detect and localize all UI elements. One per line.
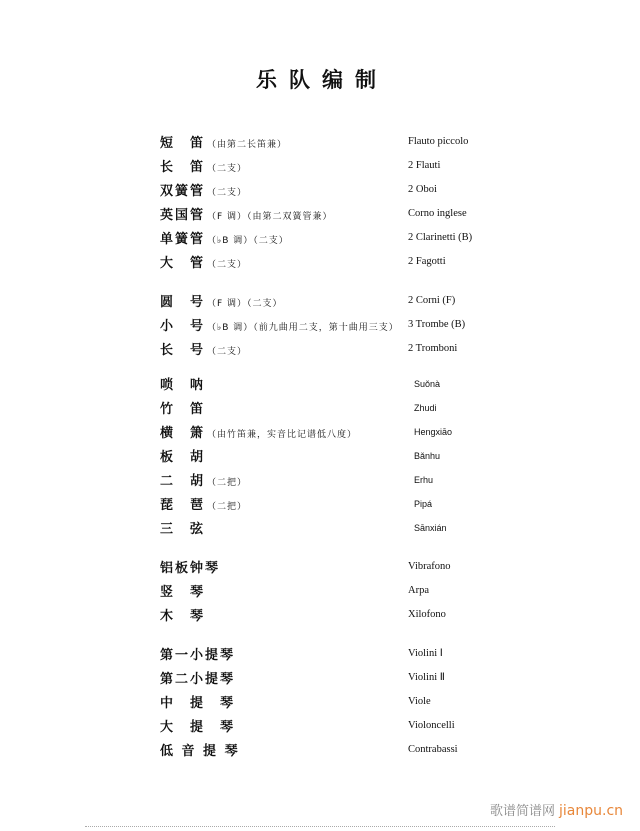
instrument-row xyxy=(160,396,500,420)
instrument-note: （二支） xyxy=(207,164,248,174)
instrument-name-cn: 小 号 xyxy=(160,319,206,334)
instrument-name-cn: 英国管 xyxy=(160,208,206,223)
instrument-name-latin: Contrabassi xyxy=(408,744,458,755)
scan-edge-line xyxy=(85,826,555,827)
instrument-note: （二支） xyxy=(207,188,248,198)
instrument-name-latin: Pipá xyxy=(414,499,433,509)
instrument-row xyxy=(160,738,500,762)
instrument-name-latin: Zhudi xyxy=(414,403,437,413)
instrument-name-latin: 2 Corni (F) xyxy=(408,295,456,306)
instrument-row xyxy=(160,690,500,714)
instrument-row xyxy=(160,666,500,690)
page-title: 乐队编制 xyxy=(256,68,388,92)
instrument-name-latin: Xilofono xyxy=(408,609,446,620)
instrument-section xyxy=(160,555,500,627)
instrument-name-latin: 2 Flauti xyxy=(408,160,441,171)
instrument-name-cn: 圆 号 xyxy=(160,295,206,310)
watermark-site: jianpu.cn xyxy=(559,803,624,819)
instrument-name-cn: 中 提 琴 xyxy=(160,696,236,711)
instrument-name-cn: 单簧管 xyxy=(160,232,206,247)
instrument-row xyxy=(160,714,500,738)
instrument-row xyxy=(160,313,500,337)
instrument-name-latin: Violini Ⅱ xyxy=(408,672,445,683)
instrument-row xyxy=(160,372,500,396)
instrument-name-latin: 2 Oboi xyxy=(408,184,437,195)
instrument-note: （F 调）（由第二双簧管兼） xyxy=(207,212,333,222)
instrument-row xyxy=(160,226,500,250)
instrument-list xyxy=(160,130,500,777)
instrument-name-cn: 横 箫 xyxy=(160,426,206,441)
instrument-note: （二把） xyxy=(207,478,248,488)
instrument-row xyxy=(160,202,500,226)
instrument-name-latin: Sānxián xyxy=(414,523,447,533)
instrument-row xyxy=(160,444,500,468)
instrument-name-latin: 3 Trombe (B) xyxy=(408,319,466,330)
instrument-note: （♭B 调）（二支） xyxy=(207,236,289,246)
instrument-name-cn: 短 笛 xyxy=(160,136,206,151)
watermark xyxy=(490,800,623,819)
instrument-row xyxy=(160,492,500,516)
instrument-name-cn: 大 管 xyxy=(160,256,206,271)
instrument-name-cn: 双簧管 xyxy=(160,184,206,199)
instrument-row xyxy=(160,178,500,202)
instrument-name-latin: 2 Fagotti xyxy=(408,256,446,267)
instrument-name-cn: 唢 呐 xyxy=(160,378,206,393)
instrument-name-cn: 木 琴 xyxy=(160,609,206,624)
instrument-note: （二把） xyxy=(207,502,248,512)
instrument-name-cn: 二 胡 xyxy=(160,474,206,489)
instrument-name-cn: 竹 笛 xyxy=(160,402,206,417)
instrument-section xyxy=(160,289,500,361)
instrument-row xyxy=(160,337,500,361)
instrument-name-cn: 琵 琶 xyxy=(160,498,206,513)
instrument-row xyxy=(160,516,500,540)
instrument-note: （♭B 调）（前九曲用二支，第十曲用三支） xyxy=(207,323,399,333)
instrument-note: （由第二长笛兼） xyxy=(207,140,288,150)
instrument-name-cn: 三 弦 xyxy=(160,522,206,537)
instrument-name-cn: 第二小提琴 xyxy=(160,672,236,687)
instrument-section xyxy=(160,642,500,762)
instrument-name-cn: 竖 琴 xyxy=(160,585,206,600)
instrument-name-latin: Erhu xyxy=(414,475,434,485)
instrument-name-latin: Arpa xyxy=(408,585,429,596)
watermark-cn: 歌谱简谱网 xyxy=(490,804,556,819)
instrument-row xyxy=(160,603,500,627)
instrument-row xyxy=(160,642,500,666)
instrument-name-latin: Flauto piccolo xyxy=(408,136,469,147)
instrument-row xyxy=(160,250,500,274)
instrument-name-latin: Suǒnà xyxy=(414,379,441,389)
instrument-note: （F 调）（二支） xyxy=(207,299,283,309)
instrument-name-latin: Hengxiāo xyxy=(414,427,453,437)
instrument-name-latin: 2 Clarinetti (B) xyxy=(408,232,473,243)
instrument-name-cn: 大 提 琴 xyxy=(160,720,236,735)
instrument-name-latin: 2 Tromboni xyxy=(408,343,458,354)
instrument-name-cn: 长 笛 xyxy=(160,160,206,175)
instrument-note: （二支） xyxy=(207,347,248,357)
instrument-note: （二支） xyxy=(207,260,248,270)
instrument-row xyxy=(160,555,500,579)
instrument-name-cn: 长 号 xyxy=(160,343,206,358)
instrument-name-latin: Bǎnhu xyxy=(414,451,441,461)
instrument-row xyxy=(160,420,500,444)
instrument-row xyxy=(160,468,500,492)
instrument-name-latin: Vibrafono xyxy=(408,561,451,572)
instrument-name-cn: 板 胡 xyxy=(160,450,206,465)
instrument-name-latin: Violini Ⅰ xyxy=(408,648,443,659)
instrument-name-cn: 铝板钟琴 xyxy=(160,561,221,576)
instrument-section xyxy=(160,130,500,274)
instrument-name-cn: 低 音 提 琴 xyxy=(160,744,240,759)
instrument-section xyxy=(160,372,500,540)
instrument-name-latin: Violoncelli xyxy=(408,720,455,731)
instrument-row xyxy=(160,289,500,313)
instrument-row xyxy=(160,154,500,178)
instrument-name-latin: Corno inglese xyxy=(408,208,467,219)
instrument-name-latin: Viole xyxy=(408,696,431,707)
instrument-name-cn: 第一小提琴 xyxy=(160,648,236,663)
instrument-row xyxy=(160,579,500,603)
instrument-note: （由竹笛兼，实音比记谱低八度） xyxy=(207,430,358,440)
instrument-row xyxy=(160,130,500,154)
